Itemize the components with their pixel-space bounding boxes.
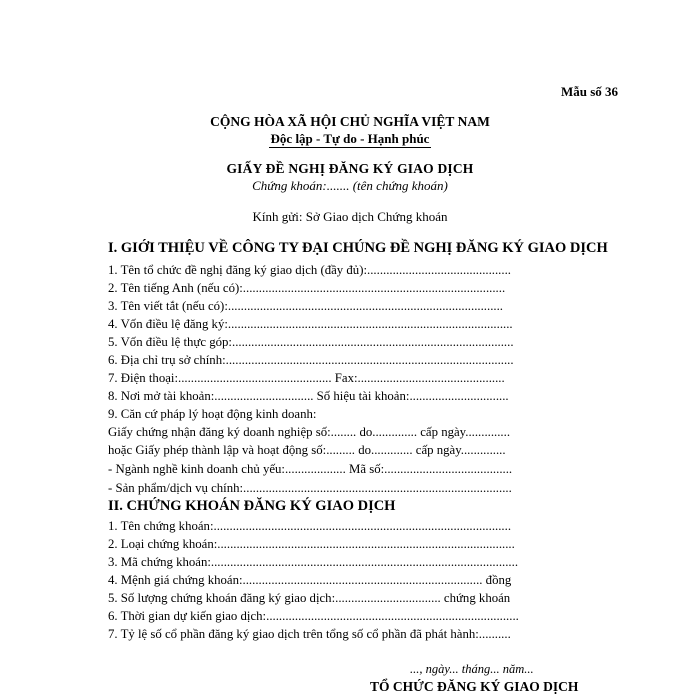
- section-2-line: 4. Mệnh giá chứng khoán:........................................................................... đồng: [108, 573, 512, 587]
- section-2-line: 3. Mã chứng khoán:................................................................................................: [108, 555, 519, 569]
- section-2-line: 5. Số lượng chứng khoán đăng ký giao dịch:................................. chứng khoán: [108, 591, 511, 605]
- section-1-line: Giấy chứng nhận đăng ký doanh nghiệp số:........ do.............. cấp ngày..............: [108, 425, 511, 439]
- section-1-line: 9. Căn cứ pháp lý hoạt động kinh doanh:: [108, 407, 317, 421]
- section-1-line: 8. Nơi mở tài khoản:............................... Số hiệu tài khoản:...............................: [108, 389, 509, 403]
- signature-org-title: TỔ CHỨC ĐĂNG KÝ GIAO DỊCH: [370, 679, 579, 694]
- national-header: CỘNG HÒA XÃ HỘI CHỦ NGHĨA VIỆT NAM: [210, 114, 490, 129]
- section-1-line: 7. Điện thoại:................................................ Fax:..............................................: [108, 371, 505, 385]
- section-1-line: 3. Tên viết tắt (nếu có):......................................................................................: [108, 299, 504, 313]
- section-2-heading: II. CHỨNG KHOÁN ĐĂNG KÝ GIAO DỊCH: [108, 498, 396, 514]
- recipient-line: Kính gửi: Sở Giao dịch Chứng khoán: [252, 209, 448, 224]
- section-2-line: 7. Tỷ lệ số cổ phần đăng ký giao dịch trên tổng số cổ phần đã phát hành:..........: [108, 627, 511, 641]
- section-1-line: - Ngành nghề kinh doanh chủ yếu:................... Mã số:........................................: [108, 462, 513, 476]
- document-subtitle: Chứng khoán:....... (tên chứng khoán): [252, 178, 448, 193]
- section-1-line: 1. Tên tổ chức đề nghị đăng ký giao dịch (đầy đủ):.............................................: [108, 263, 511, 277]
- section-1-line: hoặc Giấy phép thành lập và hoạt động số:......... do............. cấp ngày..............: [108, 443, 506, 457]
- national-motto: [0, 131, 700, 147]
- section-1-line: - Sản phẩm/dịch vụ chính:....................................................................................: [108, 481, 512, 495]
- date-line: ..., ngày... tháng... năm...: [410, 662, 534, 676]
- section-1-line: 4. Vốn điều lệ đăng ký:.........................................................................................: [108, 317, 513, 331]
- document-title: GIẤY ĐỀ NGHỊ ĐĂNG KÝ GIAO DỊCH: [226, 161, 474, 176]
- section-1-heading: I. GIỚI THIỆU VỀ CÔNG TY ĐẠI CHÚNG ĐỀ NGHỊ ĐĂNG KÝ GIAO DỊCH: [108, 240, 608, 256]
- section-2-line: 2. Loại chứng khoán:.............................................................................................: [108, 537, 515, 551]
- motto-text: Độc lập - Tự do - Hạnh phúc: [270, 131, 430, 146]
- form-code: Mẫu số 36: [560, 84, 618, 99]
- section-1-line: 6. Địa chỉ trụ sở chính:..........................................................................................: [108, 353, 514, 367]
- section-1-line: 2. Tên tiếng Anh (nếu có):..................................................................................: [108, 281, 506, 295]
- section-2-line: 6. Thời gian dự kiến giao dịch:...............................................................................: [108, 609, 519, 623]
- section-1-line: 5. Vốn điều lệ thực góp:........................................................................................: [108, 335, 514, 349]
- section-2-line: 1. Tên chứng khoán:.............................................................................................: [108, 519, 512, 533]
